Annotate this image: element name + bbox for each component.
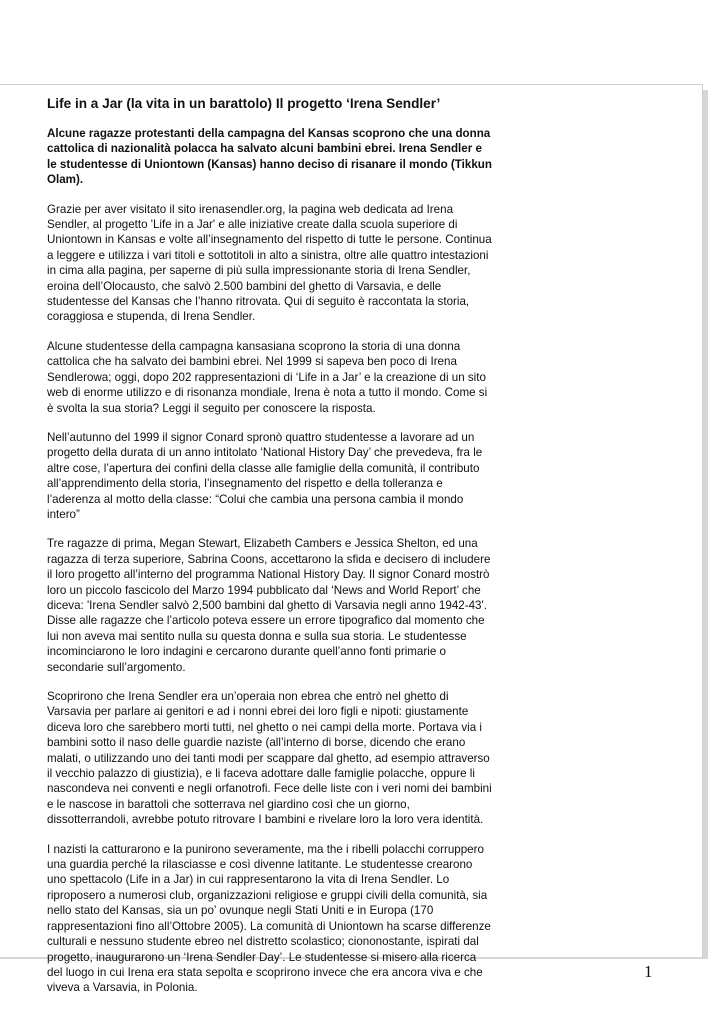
document-title: Life in a Jar (la vita in un barattolo) Il progetto ‘Irena Sendler’ bbox=[47, 96, 441, 111]
page-content bbox=[47, 95, 492, 1010]
body-paragraph-2: Alcune studentesse della campagna kansasiana scoprono la storia di una donna cattolica che ha salvato dei bambini ebrei. Nel 1999 si sapeva ben poco di Irena Sendlerowa; oggi, dopo 202 rappresentazioni di ‘Life in a Jar’ e la creazione di un sito web di enorme utilizzo e di risonanza mondiale, Irena è nota a tutto il mondo. Come si è svolta la sua storia? Leggi il seguito per conoscere la risposta. bbox=[47, 339, 488, 415]
body-paragraph-6: I nazisti la catturarono e la punirono severamente, ma the i ribelli polacchi corruppero una guardia perché la rilasciasse e così divenne latitante. Le studentesse crearono uno spettacolo (Life in a Jar) in cui rappresentarono la vita di Irena Sendler. Lo riproposero a numerosi club, organizzazioni religiose e gruppi civili della comunità, sia nello stato del Kansas, sia un po’ ovunque negli Stati Uniti e in Europa (170 rappresentazioni fino all’Ottobre 2005). La comunità di Uniontown ha scarse differenze culturali e nessuno studente ebreo nel distretto scolastico; ciononostante, ispirati dal progetto, inaugurarono un ‘Irena Sendler Day’. Le studentesse si misero alla ricerca del luogo in cui Irena era stata sepolta e scoprirono invece che era ancora viva e che viveva a Varsavia, in Polonia. bbox=[47, 842, 491, 995]
body-paragraph-1: Grazie per aver visitato il sito irenasendler.org, la pagina web dedicata ad Irena Sendler, al progetto 'Life in a Jar' e alle iniziative create dalla scuola superiore di Uniontown in Kansas e volte all’insegnamento del rispetto di tutte le persone. Continua a leggere e utilizza i vari titoli e sottotitoli in alto a sinistra, oltre alle quattro intestazioni in cima alla pagina, per saperne di più sulla impressionante storia di Irena Sendler, eroina dell’Olocausto, che salvò 2.500 bambini del ghetto di Varsavia, e delle studentesse del Kansas che l’hanno ritrovata. Qui di seguito è raccontata la storia, coraggiosa e stupenda, di Irena Sendler. bbox=[47, 202, 492, 324]
body-paragraph-5: Scoprirono che Irena Sendler era un’operaia non ebrea che entrò nel ghetto di Varsavia per parlare ai genitori e ad i nonni ebrei dei loro figli e nipoti: giustamente diceva loro che sarebbero morti tutti, nel ghetto o nei campi della morte. Portava via i bambini sotto il naso delle guardie naziste (all’interno di borse, dicendo che erano malati, o utilizzando uno dei tanti modi per scappare dal ghetto, ad esempio attraverso il vecchio palazzo di giustizia), e li faceva adottare dalle famiglie polacche, oppure li nascondeva nei conventi e negli orfanotrofi. Fece delle liste con i veri nomi dei bambini e le nascose in barattoli che sotterrava nel giardino così che un giorno, dissotterrandoli, avrebbe potuto ritrovare I bambini e rivelare loro la loro vera identità. bbox=[47, 690, 492, 827]
lead-paragraph: Alcune ragazze protestanti della campagna del Kansas scoprono che una donna cattolica di nazionalità polacca ha salvato alcuni bambini ebrei. Irena Sendler e le studentesse di Uniontown (Kansas) hanno deciso di risanare il mondo (Tikkun Olam). bbox=[47, 127, 492, 187]
body-paragraph-4: Tre ragazze di prima, Megan Stewart, Elizabeth Cambers e Jessica Shelton, ed una ragazza di terza superiore, Sabrina Coons, accettarono la sfida e decisero di includere il loro progetto all’interno del programma National History Day. Il signor Conard mostrò loro un piccolo fascicolo del Marzo 1994 pubblicato dal ‘News and World Report’ che diceva: 'Irena Sendler salvò 2,500 bambini dal ghetto di Varsavia negli anno 1942-43'. Disse alle ragazze che l’articolo poteva essere un errore tipografico dal momento che lui non aveva mai sentito nulla su questa donna e sulla sua storia. Le studentesse incominciarono le loro indagini e cercarono durante quell’anno fonti primarie o secondarie sull’argomento. bbox=[47, 537, 491, 674]
document-page bbox=[0, 84, 703, 995]
body-paragraph-3: Nell’autunno del 1999 il signor Conard spronò quattro studentesse a lavorare ad un progetto della durata di un anno intitolato ‘National History Day’ che prevedeva, fra le altre cose, l’apertura dei confini della classe alle famiglie della comunità, il contributo all’apprendimento della storia, l’insegnamento del rispetto e della tolleranza e l’aderenza al motto della classe: “Colui che cambia una persona cambia il mondo intero” bbox=[47, 430, 483, 521]
page-number: 1 bbox=[644, 962, 653, 981]
